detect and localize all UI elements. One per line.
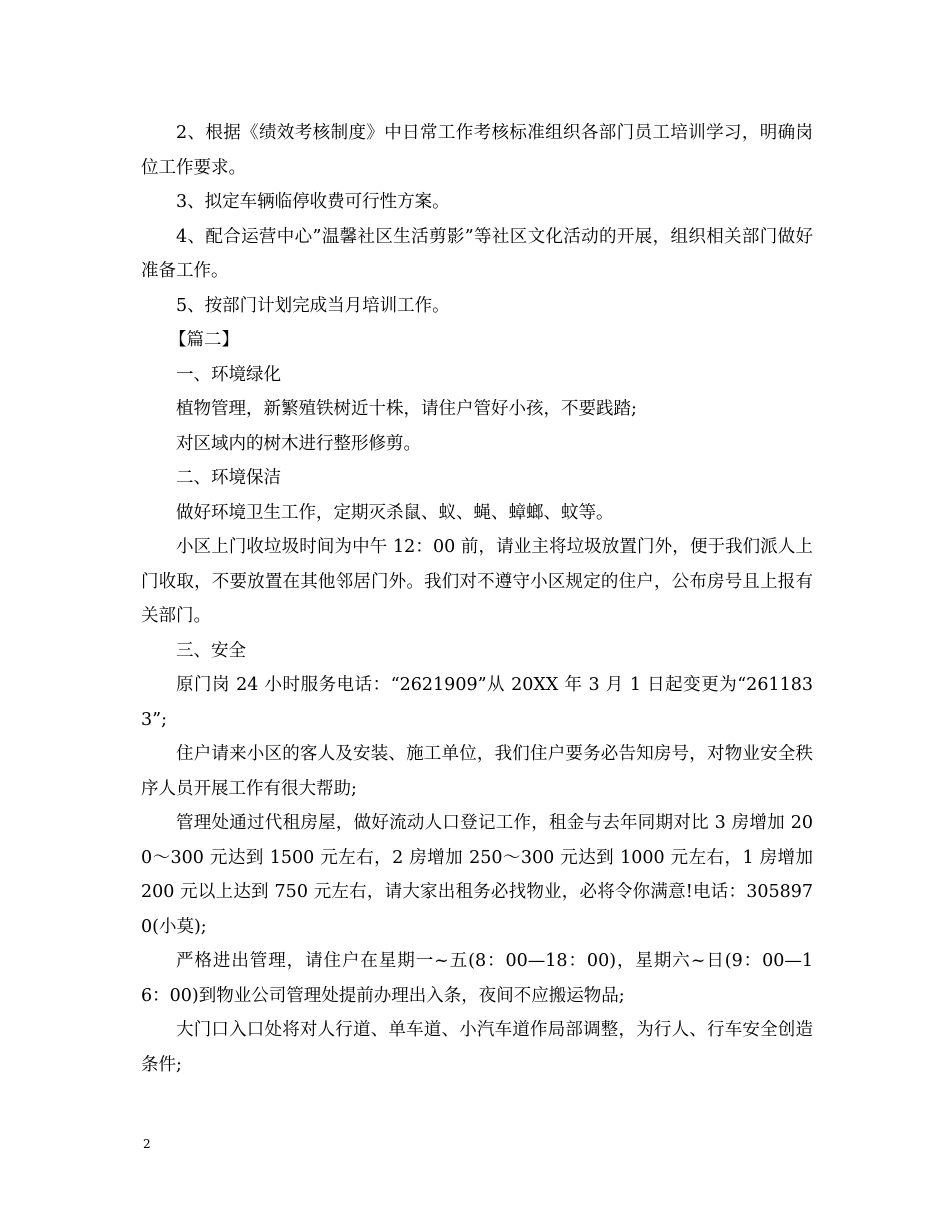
- paragraph-sanitation: 做好环境卫生工作，定期灭杀鼠、蚁、蝇、蟑螂、蚊等。: [176, 502, 614, 523]
- paragraph-tree-pruning: 对区域内的树木进行整形修剪。: [176, 433, 421, 454]
- section-heading-part-two: 【篇二】: [169, 330, 239, 350]
- paragraph-item-2: 2、根据《绩效考核制度》中日常工作考核标准组织各部门员工培训学习，明确岗位工作要求。: [141, 123, 813, 178]
- heading-security: 三、安全: [176, 640, 246, 661]
- heading-environment-greening: 一、环境绿化: [176, 364, 281, 385]
- paragraph-entrance-adjustment: 大门口入口处将对人行道、单车道、小汽车道作局部调整，为行人、行车安全创造条件;: [141, 1020, 813, 1075]
- paragraph-garbage-collection: 小区上门收垃圾时间为中午 12：00 前，请业主将垃圾放置门外，便于我们派人上门收取，不要放置在其他邻居门外。我们对不遵守小区规定的住户，公布房号且上报有关部门。: [141, 537, 813, 626]
- document-body: [141, 116, 813, 1082]
- paragraph-plant-management: 植物管理，新繁殖铁树近十株，请住户管好小孩，不要践踏;: [176, 399, 637, 419]
- paragraph-rental: 管理处通过代租房屋，做好流动人口登记工作，租金与去年同期对比 3 房增加 200～300 元达到 1500 元左右，2 房增加 250～300 元达到 1000 元左右，1 房增加 200 元以上达到 750 元左右，请大家出租务必找物业，必将令你满意!电话：3058970(小莫);: [141, 813, 813, 937]
- paragraph-service-phone: 原门岗 24 小时服务电话：“2621909”从 20XX 年 3 月 1 日起变更为“2611833”;: [141, 675, 813, 730]
- paragraph-visitors: 住户请来小区的客人及安装、施工单位，我们住户要务必告知房号，对物业安全秩序人员开展工作有很大帮助;: [141, 744, 813, 799]
- paragraph-item-3: 3、拟定车辆临停收费可行性方案。: [176, 192, 450, 212]
- paragraph-access-control: 严格进出管理，请住户在星期一~五(8：00—18：00)，星期六~日(9：00—16：00)到物业公司管理处提前办理出入条，夜间不应搬运物品;: [141, 951, 813, 1006]
- heading-environment-cleaning: 二、环境保洁: [176, 468, 281, 488]
- paragraph-item-4: 4、配合运营中心”温馨社区生活剪影”等社区文化活动的开展，组织相关部门做好准备工作。: [141, 226, 813, 281]
- paragraph-item-5: 5、按部门计划完成当月培训工作。: [176, 295, 450, 316]
- page-number: 2: [143, 1137, 151, 1151]
